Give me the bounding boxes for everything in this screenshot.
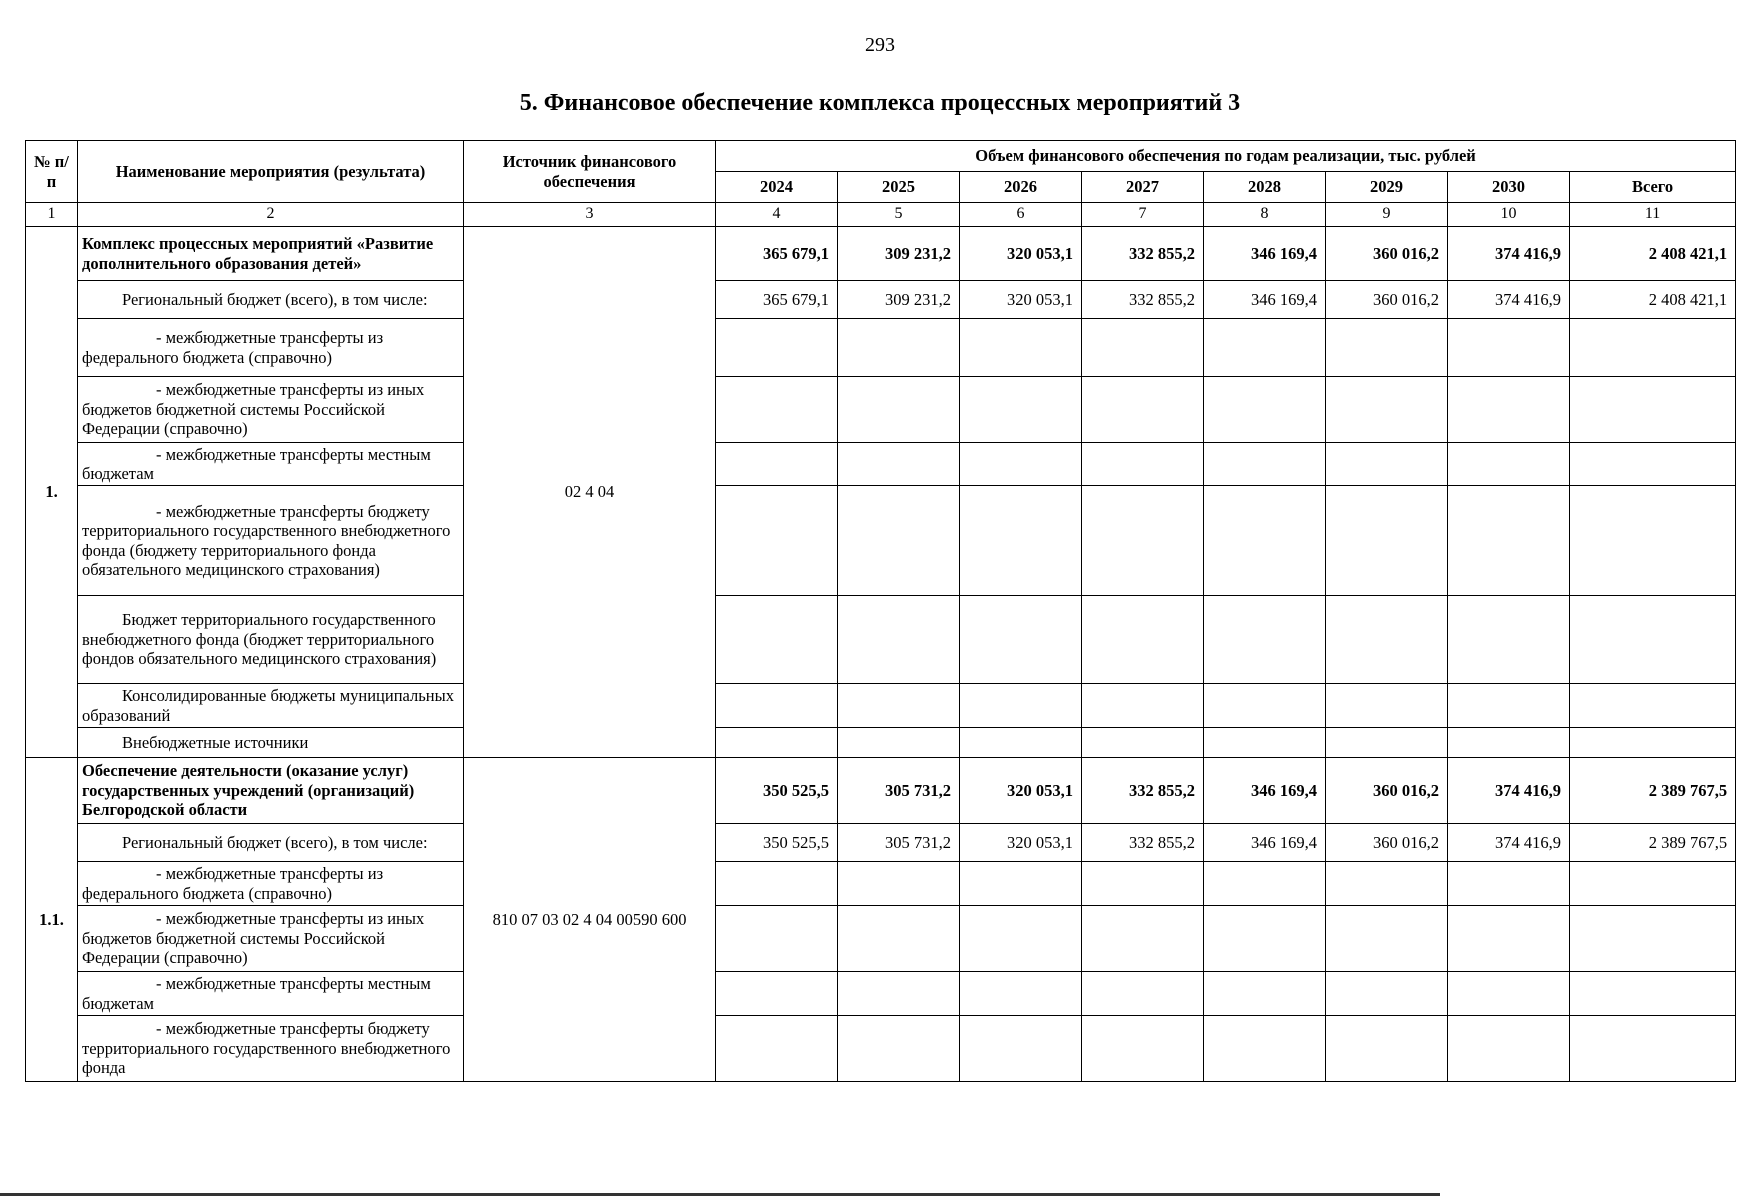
value-year [960,972,1082,1016]
value-year: 332 855,2 [1082,281,1204,319]
value-year: 332 855,2 [1082,227,1204,281]
table-row [26,319,1736,377]
value-total: 2 389 767,5 [1570,758,1736,824]
row-number: 1. [26,227,78,758]
value-year: 346 169,4 [1204,758,1326,824]
value-year [1448,972,1570,1016]
value-year: 346 169,4 [1204,281,1326,319]
value-year: 309 231,2 [838,227,960,281]
value-year [1082,596,1204,684]
value-year [716,862,838,906]
header-year: 2026 [960,172,1082,203]
value-total: 2 408 421,1 [1570,227,1736,281]
value-year: 320 053,1 [960,758,1082,824]
value-year [1204,1016,1326,1082]
measure-name: Обеспечение деятельности (оказание услуг) государственных учреждений (организаций) Белгородской области [78,758,464,824]
value-year [960,596,1082,684]
value-year [1448,1016,1570,1082]
funding-source: 02 4 04 [464,227,716,758]
measure-name: - межбюджетные трансферты из иных бюджетов бюджетной системы Российской Федерации (справочно) [78,906,464,972]
table-header [26,141,1736,227]
column-number: 10 [1448,203,1570,227]
document-title: 5. Финансовое обеспечение комплекса процессных мероприятий 3 [519,90,1241,116]
value-year [1326,972,1448,1016]
value-year [1326,728,1448,758]
value-year [838,972,960,1016]
value-year: 332 855,2 [1082,758,1204,824]
value-year: 320 053,1 [960,281,1082,319]
value-year: 332 855,2 [1082,824,1204,862]
value-total [1570,972,1736,1016]
column-number: 2 [78,203,464,227]
value-year: 374 416,9 [1448,227,1570,281]
value-year: 365 679,1 [716,227,838,281]
header-year: 2027 [1082,172,1204,203]
value-year [1082,377,1204,443]
value-year [1448,319,1570,377]
value-year [960,443,1082,486]
value-year [716,443,838,486]
value-year [1448,377,1570,443]
value-year [1204,596,1326,684]
value-year: 309 231,2 [838,281,960,319]
value-year [1082,862,1204,906]
table-row [26,377,1736,443]
value-year: 360 016,2 [1326,824,1448,862]
value-year [716,1016,838,1082]
measure-name: Региональный бюджет (всего), в том числе: [78,281,464,319]
value-year [1326,684,1448,728]
measure-name: - межбюджетные трансферты местным бюджетам [78,443,464,486]
header-year: 2025 [838,172,960,203]
table-row [26,728,1736,758]
value-year [838,486,960,596]
column-numbers-row [26,203,1736,227]
value-year [1326,862,1448,906]
value-year [716,486,838,596]
value-year [960,377,1082,443]
value-year [838,1016,960,1082]
value-year [838,684,960,728]
value-year [716,906,838,972]
value-year [1082,684,1204,728]
value-year [1326,596,1448,684]
value-year [1326,443,1448,486]
value-year [960,728,1082,758]
value-year [1448,486,1570,596]
value-total [1570,486,1736,596]
value-year [1082,486,1204,596]
column-number: 5 [838,203,960,227]
value-year [1204,728,1326,758]
value-year [960,486,1082,596]
value-year [716,728,838,758]
column-number: 9 [1326,203,1448,227]
value-year [960,319,1082,377]
table-row [26,596,1736,684]
value-year: 374 416,9 [1448,824,1570,862]
value-year [1204,906,1326,972]
value-year [1326,319,1448,377]
value-year [1448,728,1570,758]
header-no: № п/п [26,141,78,203]
column-number: 8 [1204,203,1326,227]
value-year [716,596,838,684]
funding-source: 810 07 03 02 4 04 00590 600 [464,758,716,1082]
value-year [1082,319,1204,377]
value-total [1570,862,1736,906]
value-year: 320 053,1 [960,227,1082,281]
value-year: 350 525,5 [716,758,838,824]
bottom-rule [0,1193,1440,1196]
value-year [1448,862,1570,906]
value-total: 2 408 421,1 [1570,281,1736,319]
table-row [26,862,1736,906]
measure-name: - межбюджетные трансферты из федерального бюджета (справочно) [78,862,464,906]
value-year [1204,862,1326,906]
measure-name: - межбюджетные трансферты из иных бюджетов бюджетной системы Российской Федерации (справочно) [78,377,464,443]
table-body [26,227,1736,1082]
value-year: 346 169,4 [1204,227,1326,281]
value-year: 305 731,2 [838,758,960,824]
measure-name: - межбюджетные трансферты из федерального бюджета (справочно) [78,319,464,377]
table-row [26,443,1736,486]
value-year [716,377,838,443]
value-year [1326,377,1448,443]
value-year [838,596,960,684]
header-year: 2030 [1448,172,1570,203]
value-year: 374 416,9 [1448,281,1570,319]
value-year: 360 016,2 [1326,227,1448,281]
value-year [1082,443,1204,486]
column-number: 4 [716,203,838,227]
value-total [1570,728,1736,758]
value-year [1082,906,1204,972]
value-year [1204,377,1326,443]
header-year: 2029 [1326,172,1448,203]
value-year [1326,486,1448,596]
table-row [26,906,1736,972]
header-name: Наименование мероприятия (результата) [78,141,464,203]
value-year: 350 525,5 [716,824,838,862]
table-row [26,824,1736,862]
header-year: 2024 [716,172,838,203]
value-year [716,319,838,377]
row-number: 1.1. [26,758,78,1082]
value-year [960,1016,1082,1082]
header-year: 2028 [1204,172,1326,203]
value-year: 374 416,9 [1448,758,1570,824]
page-number: 293 [865,34,895,56]
column-number: 1 [26,203,78,227]
table-row [26,486,1736,596]
header-total: Всего [1570,172,1736,203]
value-year [1204,443,1326,486]
value-year [1204,684,1326,728]
value-year [960,906,1082,972]
table-row [26,758,1736,824]
value-year [960,684,1082,728]
value-year [1204,486,1326,596]
value-total [1570,684,1736,728]
value-year [716,684,838,728]
measure-name: - межбюджетные трансферты бюджету территориального государственного внебюджетного фонда (бюджету территориального фонда обязательного медицинского страхования) [78,486,464,596]
value-year [1082,972,1204,1016]
measure-name: Консолидированные бюджеты муниципальных образований [78,684,464,728]
value-year [1448,443,1570,486]
value-total: 2 389 767,5 [1570,824,1736,862]
value-year [838,728,960,758]
measure-name: Бюджет территориального государственного внебюджетного фонда (бюджет территориального фондов обязательного медицинского страхования) [78,596,464,684]
value-total [1570,596,1736,684]
value-year [838,377,960,443]
measure-name: Внебюджетные источники [78,728,464,758]
value-year [1448,596,1570,684]
header-source: Источник финансового обеспечения [464,141,716,203]
value-year [838,319,960,377]
value-year [1204,319,1326,377]
table-row [26,684,1736,728]
value-year [838,906,960,972]
table-row [26,281,1736,319]
measure-name: - межбюджетные трансферты бюджету территориального государственного внебюджетного фонда [78,1016,464,1082]
column-number: 6 [960,203,1082,227]
value-year [1448,684,1570,728]
value-year [960,862,1082,906]
value-year [1326,1016,1448,1082]
header-volume: Объем финансового обеспечения по годам реализации, тыс. рублей [716,141,1736,172]
table-row [26,972,1736,1016]
measure-name: Региональный бюджет (всего), в том числе: [78,824,464,862]
value-year [1326,906,1448,972]
value-year: 360 016,2 [1326,758,1448,824]
value-year [1082,728,1204,758]
value-year [1448,906,1570,972]
value-total [1570,906,1736,972]
value-year: 365 679,1 [716,281,838,319]
value-total [1570,443,1736,486]
value-year [716,972,838,1016]
value-year [838,862,960,906]
value-year [1204,972,1326,1016]
value-year: 320 053,1 [960,824,1082,862]
column-number: 7 [1082,203,1204,227]
value-year: 346 169,4 [1204,824,1326,862]
value-year: 360 016,2 [1326,281,1448,319]
column-number: 11 [1570,203,1736,227]
value-total [1570,319,1736,377]
value-year [838,443,960,486]
financing-table [25,140,1736,1082]
value-total [1570,377,1736,443]
column-number: 3 [464,203,716,227]
value-total [1570,1016,1736,1082]
table-row [26,1016,1736,1082]
measure-name: Комплекс процессных мероприятий «Развитие дополнительного образования детей» [78,227,464,281]
value-year: 305 731,2 [838,824,960,862]
value-year [1082,1016,1204,1082]
measure-name: - межбюджетные трансферты местным бюджетам [78,972,464,1016]
table-row [26,227,1736,281]
